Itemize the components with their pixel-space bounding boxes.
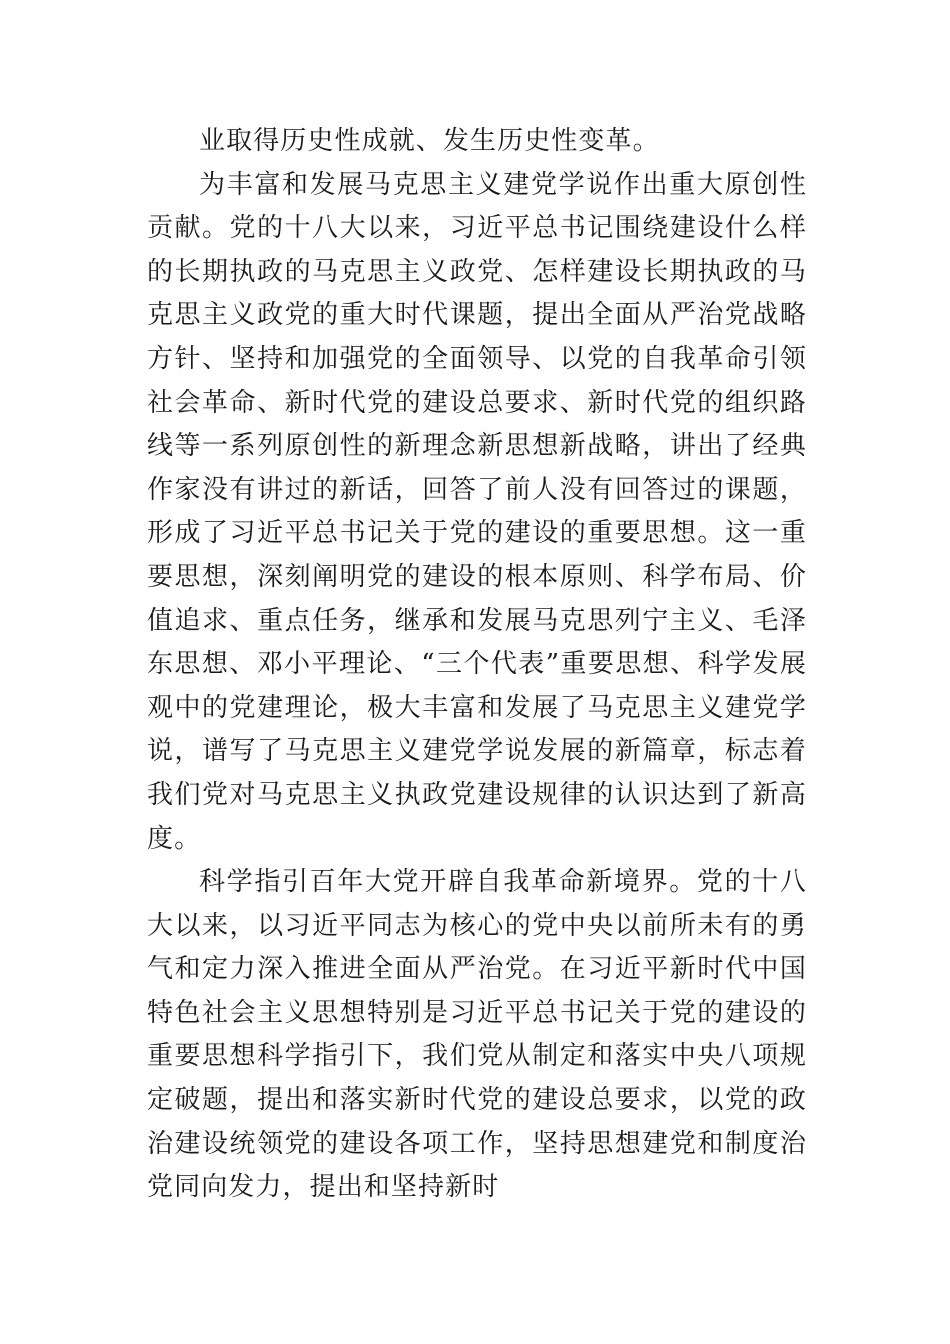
paragraph-continuation: 业取得历史性成就、发生历史性变革。 — [199, 126, 660, 156]
paragraph-self-revolution: 科学指引百年大党开辟自我革命新境界。党的十八大以来，以习近平同志为核心的党中央以前所未有的勇气和定力深入推进全面从严治党。在习近平新时代中国特色社会主义思想特别是习近平总书记关于党的建设的重要思想科学指引下，我们党从制定和落实中央八项规定破题，提出和落实新时代党的建设总要求，以党的政治建设统领党的建设各项工作，坚持思想建党和制度治党同向发力，提出和坚持新时 — [147, 867, 807, 1203]
paragraph-party-building-theory: 为丰富和发展马克思主义建党学说作出重大原创性贡献。党的十八大以来，习近平总书记围绕建设什么样的长期执政的马克思主义政党、怎样建设长期执政的马克思主义政党的重大时代课题，提出全面从严治党战略方针、坚持和加强党的全面领导、以党的自我革命引领社会革命、新时代党的建设总要求、新时代党的组织路线等一系列原创性的新理念新思想新战略，讲出了经典作家没有讲过的新话，回答了前人没有回答过的课题，形成了习近平总书记关于党的建设的重要思想。这一重要思想，深刻阐明党的建设的根本原则、科学布局、价值追求、重点任务，继承和发展马克思列宁主义、毛泽东思想、邓小平理论、“三个代表”重要思想、科学发展观中的党建理论，极大丰富和发展了马克思主义建党学说，谱写了马克思主义建党学说发展的新篇章，标志着我们党对马克思主义执政党建设规律的认识达到了新高度。 — [147, 169, 807, 854]
document-body — [147, 120, 807, 1210]
